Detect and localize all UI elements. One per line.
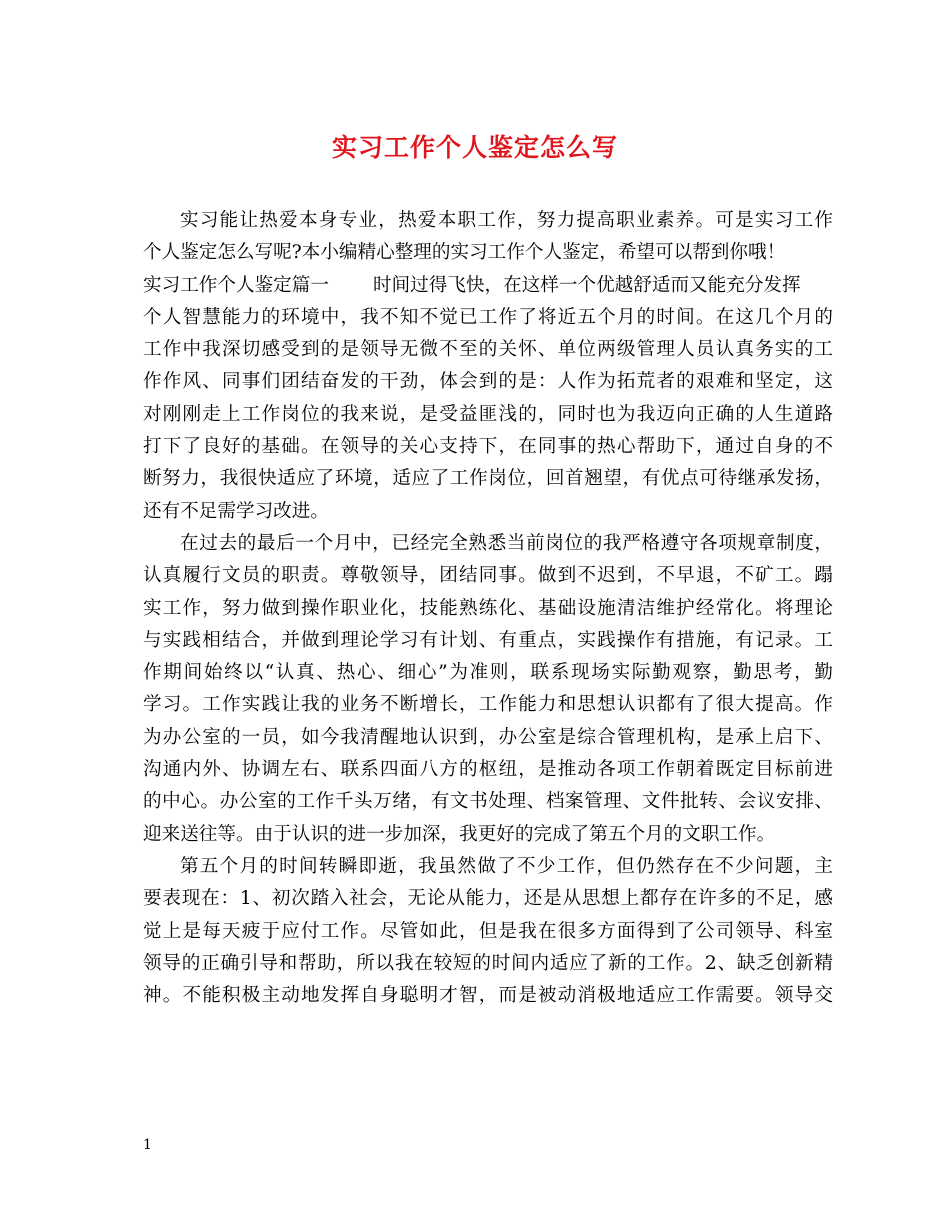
text-line: 断努力，我很快适应了环境，适应了工作岗位，回首翘望，有优点可待继承发扬， bbox=[143, 468, 833, 490]
text-line: 实工作，努力做到操作职业化，技能熟练化、基础设施清洁维护经常化。将理论 bbox=[143, 597, 833, 619]
text-line: 神。不能积极主动地发挥自身聪明才智，而是被动消极地适应工作需要。领导交 bbox=[143, 985, 833, 1007]
text-line: 对刚刚走上工作岗位的我来说，是受益匪浅的，同时也为我迈向正确的人生道路 bbox=[143, 403, 833, 425]
text-line: 沟通内外、协调左右、联系四面八方的枢纽，是推动各项工作朝着既定目标前进 bbox=[143, 759, 833, 781]
text-line: 迎来送往等。由于认识的进一步加深，我更好的完成了第五个月的文职工作。 bbox=[143, 823, 776, 845]
text-line: 打下了良好的基础。在领导的关心支持下，在同事的热心帮助下，通过自身的不 bbox=[143, 436, 833, 458]
text-line: 个人智慧能力的环境中，我不知不觉已工作了将近五个月的时间。在这几个月的 bbox=[143, 306, 833, 328]
document-body bbox=[143, 205, 833, 1012]
text-line: 要表现在：1、初次踏入社会，无论从能力，还是从思想上都存在许多的不足，感 bbox=[143, 888, 833, 910]
text-line: 为办公室的一员，如今我清醒地认识到，办公室是综合管理机构，是承上启下、 bbox=[143, 726, 833, 748]
page-number: 1 bbox=[143, 1137, 152, 1153]
text-line: 觉上是每天疲于应付工作。尽管如此，但是我在很多方面得到了公司领导、科室 bbox=[143, 920, 833, 942]
text-line: 的中心。办公室的工作千头万绪，有文书处理、档案管理、文件批转、会议安排、 bbox=[143, 791, 833, 813]
text-line: 作期间始终以“认真、热心、细心”为准则，联系现场实际勤观察，勤思考，勤 bbox=[143, 662, 833, 684]
text-line: 认真履行文员的职责。尊敬领导，团结同事。做到不迟到，不早退，不矿工。蹋 bbox=[143, 565, 833, 587]
text-line: 作作风、同事们团结奋发的干劲，体会到的是：人作为拓荒者的艰难和坚定，这 bbox=[143, 371, 833, 393]
text-line: 学习。工作实践让我的业务不断增长，工作能力和思想认识都有了很大提高。作 bbox=[143, 694, 833, 716]
section-heading: 实习工作个人鉴定篇一 bbox=[143, 274, 329, 296]
text-line: 第五个月的时间转瞬即逝，我虽然做了不少工作，但仍然存在不少问题，主 bbox=[180, 855, 833, 877]
text-line bbox=[143, 270, 833, 302]
text-line: 在过去的最后一个月中，已经完全熟悉当前岗位的我严格遵守各项规章制度， bbox=[180, 532, 833, 554]
text-line: 领导的正确引导和帮助，所以我在较短的时间内适应了新的工作。2、缺乏创新精 bbox=[143, 952, 833, 974]
document-title: 实习工作个人鉴定怎么写 bbox=[331, 133, 618, 162]
text-line: 与实践相结合，并做到理论学习有计划、有重点，实践操作有措施，有记录。工 bbox=[143, 629, 833, 651]
text-line-segment: 时间过得飞快，在这样一个优越舒适而又能充分发挥 bbox=[372, 274, 801, 296]
text-line: 实习能让热爱本身专业，热爱本职工作，努力提高职业素养。可是实习工作 bbox=[180, 210, 833, 231]
text-line: 还有不足需学习改进。 bbox=[143, 500, 329, 522]
text-line: 个人鉴定怎么写呢?本小编精心整理的实习工作个人鉴定，希望可以帮到你哦！ bbox=[143, 242, 786, 264]
text-line: 工作中我深切感受到的是领导无微不至的关怀、单位两级管理人员认真务实的工 bbox=[143, 339, 833, 361]
